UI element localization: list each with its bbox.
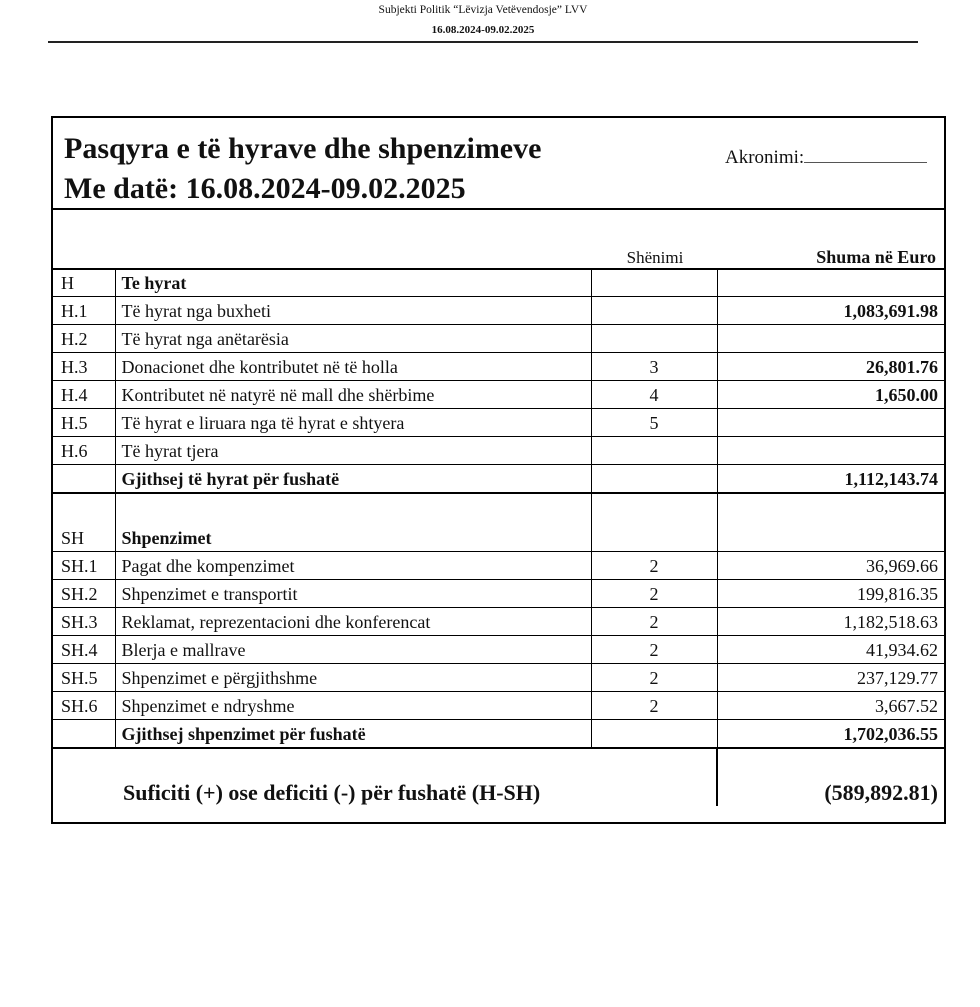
row-code: H.4 (53, 381, 115, 409)
row-note (591, 493, 717, 552)
row-label: Reklamat, reprezentacioni dhe konferencat (115, 608, 591, 636)
table-row (53, 692, 944, 720)
row-note (591, 325, 717, 353)
table-row (53, 552, 944, 580)
row-label: Shpenzimet e transportit (115, 580, 591, 608)
statement-title: Pasqyra e të hyrave dhe shpenzimeve (64, 132, 542, 165)
row-label: Shpenzimet e përgjithshme (115, 664, 591, 692)
row-code: H.6 (53, 437, 115, 465)
income-expense-statement (51, 116, 946, 824)
row-label: Të hyrat tjera (115, 437, 591, 465)
row-label: Te hyrat (115, 269, 591, 297)
akronimi-field (725, 144, 927, 169)
row-code: H.3 (53, 353, 115, 381)
row-note (591, 437, 717, 465)
row-amount: 199,816.35 (717, 580, 944, 608)
income-total-amount: 1,112,143.74 (717, 465, 944, 494)
column-headers (53, 210, 944, 270)
table-row (53, 325, 944, 353)
row-amount: 1,650.00 (717, 381, 944, 409)
header-rule (48, 41, 918, 43)
row-note: 2 (591, 636, 717, 664)
row-label: Të hyrat nga buxheti (115, 297, 591, 325)
row-code: H.1 (53, 297, 115, 325)
row-code: SH.3 (53, 608, 115, 636)
income-total-label: Gjithsej të hyrat për fushatë (115, 465, 591, 494)
row-note: 2 (591, 692, 717, 720)
row-note (591, 297, 717, 325)
statement-table (53, 268, 944, 806)
table-row (53, 636, 944, 664)
row-code: SH.5 (53, 664, 115, 692)
row-label: Të hyrat nga anëtarësia (115, 325, 591, 353)
row-note: 2 (591, 608, 717, 636)
table-row (53, 353, 944, 381)
row-note (591, 465, 717, 494)
row-note: 2 (591, 580, 717, 608)
row-label: Të hyrat e liruara nga të hyrat e shtyera (115, 409, 591, 437)
row-label: Blerja e mallrave (115, 636, 591, 664)
table-row (53, 664, 944, 692)
expenses-heading-row (53, 493, 944, 552)
row-note: 2 (591, 664, 717, 692)
row-code: SH.6 (53, 692, 115, 720)
result-amount: (589,892.81) (717, 748, 944, 806)
row-note (591, 269, 717, 297)
row-amount: 3,667.52 (717, 692, 944, 720)
row-label: Shpenzimet e ndryshme (115, 692, 591, 720)
table-row (53, 409, 944, 437)
row-label: Pagat dhe kompenzimet (115, 552, 591, 580)
row-code: H.2 (53, 325, 115, 353)
result-row (53, 748, 944, 806)
row-code: SH.4 (53, 636, 115, 664)
expenses-total-label: Gjithsej shpenzimet për fushatë (115, 720, 591, 749)
row-amount: 237,129.77 (717, 664, 944, 692)
income-total-row (53, 465, 944, 494)
table-row (53, 437, 944, 465)
row-note: 5 (591, 409, 717, 437)
row-label: Donacionet dhe kontributet në të holla (115, 353, 591, 381)
row-code (53, 465, 115, 494)
column-header-note: Shënimi (626, 248, 684, 267)
row-code: H (53, 269, 115, 297)
row-code (53, 720, 115, 749)
subject-name: Subjekti Politik “Lëvizja Vetëvendosje” LVV (378, 4, 588, 16)
row-amount: 36,969.66 (717, 552, 944, 580)
row-amount (717, 325, 944, 353)
row-code: SH.2 (53, 580, 115, 608)
expenses-total-row (53, 720, 944, 749)
table-row (53, 297, 944, 325)
income-heading-row (53, 269, 944, 297)
row-note (591, 720, 717, 749)
row-note: 3 (591, 353, 717, 381)
row-amount (717, 493, 944, 552)
row-amount: 1,083,691.98 (717, 297, 944, 325)
header-period: 16.08.2024-09.02.2025 (431, 24, 535, 36)
akronimi-blank (804, 144, 927, 163)
row-amount: 26,801.76 (717, 353, 944, 381)
row-code: H.5 (53, 409, 115, 437)
akronimi-label: Akronimi: (725, 147, 805, 168)
result-label: Suficiti (+) ose deficiti (-) për fushatë (H-SH) (53, 748, 717, 806)
row-code: SH.1 (53, 552, 115, 580)
row-label: Shpenzimet (115, 493, 591, 552)
row-code: SH (53, 493, 115, 552)
row-note: 2 (591, 552, 717, 580)
row-amount (717, 409, 944, 437)
row-label: Kontributet në natyrë në mall dhe shërbime (115, 381, 591, 409)
row-amount (717, 437, 944, 465)
statement-date: Me datë: 16.08.2024-09.02.2025 (64, 172, 466, 205)
table-row (53, 381, 944, 409)
row-amount (717, 269, 944, 297)
row-amount: 1,182,518.63 (717, 608, 944, 636)
column-header-amount: Shuma në Euro (816, 247, 936, 267)
table-row (53, 580, 944, 608)
row-note: 4 (591, 381, 717, 409)
expenses-total-amount: 1,702,036.55 (717, 720, 944, 749)
row-amount: 41,934.62 (717, 636, 944, 664)
statement-title-block (53, 118, 944, 210)
table-row (53, 608, 944, 636)
